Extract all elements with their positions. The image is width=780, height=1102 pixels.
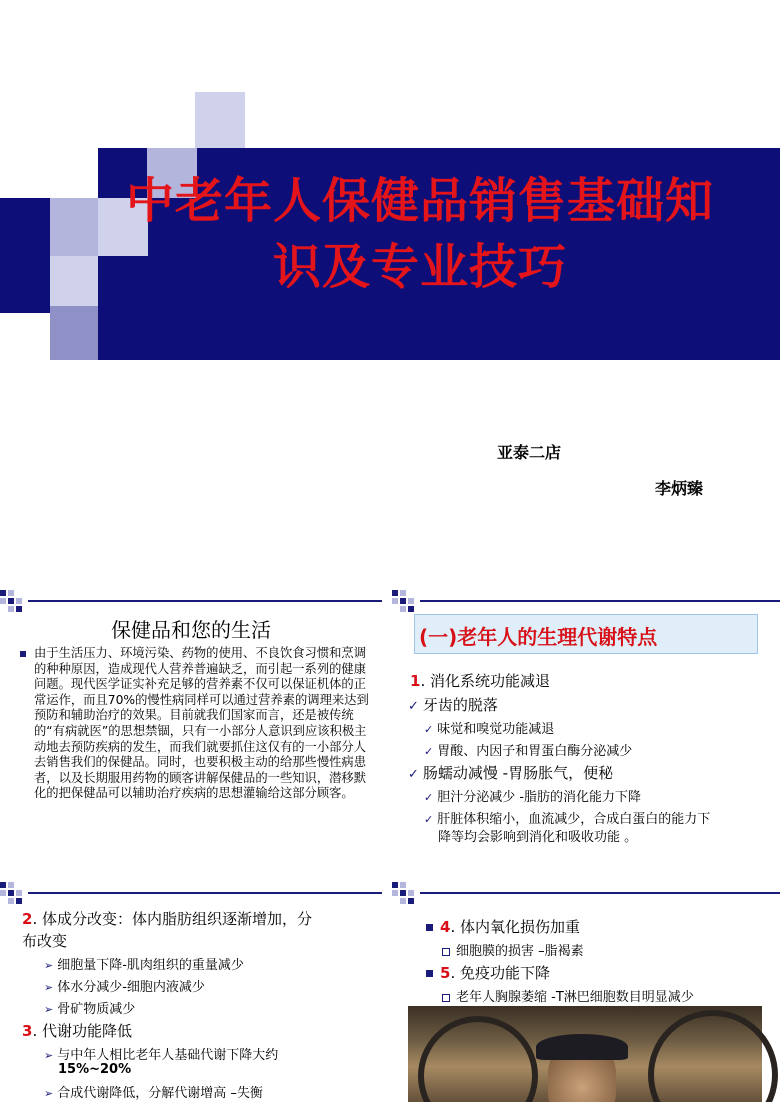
oxidation-list [392,882,780,1006]
list-item: ✓ 肝脏体积缩小，血流减少，合成白蛋白的能力下 [424,812,711,827]
store-name: 亚泰二店 [497,443,562,462]
list-item: ➢ 细胞量下降-肌肉组织的重量减少 [44,958,244,973]
slide-oxidation-immunity [392,882,780,1102]
slide-body-composition [0,882,382,1102]
list-item: 4. 体内氧化损伤加重 [426,916,580,937]
top-rule [28,600,382,602]
list-item-continued: 15%~20% [58,1062,132,1077]
corner-decor [0,590,30,616]
bicycle-wheel [648,1010,778,1102]
item-number: 2 [22,910,33,928]
body-composition-list [0,882,382,1102]
hollow-square-icon [442,948,450,956]
list-item: ➢ 合成代谢降低，分解代谢增高 –失衡 [44,1086,263,1101]
list-item: 3. 代谢功能降低 [22,1022,132,1040]
arrow-icon: ➢ [44,1087,54,1100]
list-item: ✓ 胆汁分泌减少 -脂肪的消化能力下降 [424,790,642,805]
list-item: 老年人胸腺萎缩 -T淋巴细胞数目明显减少 [442,986,694,1005]
check-icon: ✓ [424,745,434,758]
check-icon: ✓ [408,699,419,714]
list-item: ✓ 味觉和嗅觉功能减退 [424,722,555,737]
check-icon: ✓ [424,791,434,804]
item-number: 3 [22,1022,33,1040]
metabolism-list [392,590,780,876]
slide-heading: 保健品和您的生活 [111,618,271,642]
list-item: ✓ 肠蠕动减慢 -胃肠胀气，便秘 [408,764,614,782]
square-bullet-icon [426,970,433,977]
decor-square [50,306,98,360]
slide-metabolism [392,590,780,876]
slide-heading: (一)老年人的生理代谢特点 [419,625,658,649]
list-item: 5. 免疫功能下降 [426,962,550,983]
list-item: 细胞膜的损害 –脂褐素 [442,940,584,959]
bicycle-wheel [418,1016,538,1102]
list-item: ✓ 胃酸、内因子和胃蛋白酶分泌减少 [424,744,633,759]
list-item-continued: 布改变 [22,932,68,950]
presentation-title [60,168,780,300]
arrow-icon: ➢ [44,1049,54,1062]
list-item: ✓ 牙齿的脱落 [408,696,498,714]
slide-health-products [0,590,382,876]
author-name: 李炳臻 [655,479,704,498]
arrow-icon: ➢ [44,1003,54,1016]
arrow-icon: ➢ [44,981,54,994]
item-number: 1 [410,672,421,690]
hollow-square-icon [442,994,450,1002]
title-line-2: 识及专业技巧 [272,239,567,295]
list-item-continued: 降等均会影响到消化和吸收功能 。 [438,830,638,845]
check-icon: ✓ [424,723,434,736]
arrow-icon: ➢ [44,959,54,972]
item-number: 5 [440,964,451,982]
title-line-1: 中老年人保健品销售基础知 [125,173,714,229]
list-item: 1. 消化系统功能减退 [410,672,550,690]
check-icon: ✓ [424,813,434,826]
list-item: ➢ 骨矿物质减少 [44,1002,136,1017]
item-number: 4 [440,918,451,936]
square-bullet-icon [426,924,433,931]
elderly-man-photo [408,1006,762,1102]
check-icon: ✓ [408,767,419,782]
cap [536,1034,628,1060]
list-item: ➢ 与中年人相比老年人基础代谢下降大约 [44,1048,279,1063]
title-band-left [0,198,50,313]
decor-square [195,92,245,148]
list-item: 2. 体成分改变：体内脂肪组织逐渐增加，分 [22,910,312,928]
slide-body-text: 由于生活压力、环境污染、药物的使用、不良饮食习惯和烹调的种种原因，造成现代人营养普遍缺乏，而引起一系列的健康问题。现代医学证实补充足够的营养素不仅可以保证机体的正常运作，而且70%的慢性病同样可以通过营养素的调理来达到预防和辅助治疗的效果。目前就我们国家而言，还是被传统的“有病就医”的思想禁锢，只有一小部分人意识到应该积极主动地去预防疾病的发生，而我们就要抓住这仅有的一小部分人去销售我们的保健品。同时，也要积极主动的给那些慢性病患者，以及长期服用药物的顾客讲解保健品的一些知识，潜移默化的把保健品可以辅助治疗疾病的思想灌输给这部分顾客。 [20,646,370,802]
list-item: ➢ 体水分减少-细胞内液减少 [44,980,205,995]
